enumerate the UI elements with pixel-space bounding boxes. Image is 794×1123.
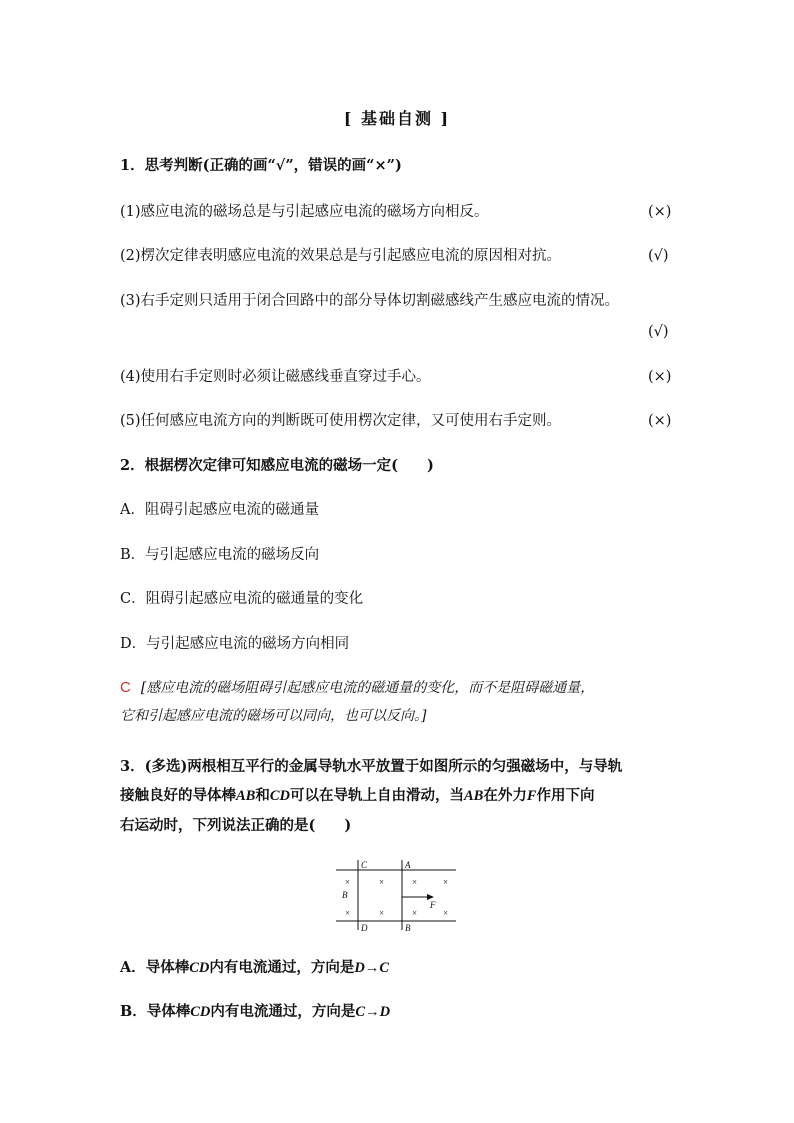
q2-option-a: A．阻碍引起感应电流的磁通量 <box>120 502 319 518</box>
field-cross: × <box>443 908 449 918</box>
field-cross: × <box>412 877 418 887</box>
q1-item-3-mark: (√) <box>648 324 669 340</box>
section-title: [ 基础自测 ] <box>343 109 451 128</box>
q3-text: 和 <box>255 787 270 804</box>
current-direction: C→D <box>355 1004 391 1020</box>
q1-item-4-mark: (×) <box>648 369 672 385</box>
q1-stem: 1．思考判断(正确的画“√”，错误的画“×”) <box>120 157 402 174</box>
q2-option-b: B．与引起感应电流的磁场反向 <box>120 547 320 563</box>
q3-option-text: 内有电流通过，方向是 <box>209 959 355 976</box>
q3-stem <box>120 752 680 840</box>
q1-item-2: (2)楞次定律表明感应电流的效果总是与引起感应电流的原因相对抗。 <box>120 248 562 264</box>
q1-item-5: (5)任何感应电流方向的判断既可使用楞次定律，又可使用右手定则。 <box>120 413 562 429</box>
rod-ab-label: AB <box>464 788 484 804</box>
field-cross: × <box>412 908 418 918</box>
rod-cd-label: CD <box>190 1004 211 1020</box>
q3-stem-line-1: 3．(多选)两根相互平行的金属导轨水平放置于如图所示的匀强磁场中，与导轨 <box>120 758 623 775</box>
q3-text: 可以在导轨上自由滑动，当 <box>290 787 464 804</box>
rod-cd-label: CD <box>269 788 290 804</box>
q3-stem-line-2 <box>120 781 680 811</box>
q2-option-d: D．与引起感应电流的磁场方向相同 <box>120 636 350 652</box>
q2-answer-explanation-1: [感应电流的磁场阻碍引起感应电流的磁通量的变化，而不是阻碍磁通量， <box>140 680 595 696</box>
label-b-left: B <box>342 890 348 900</box>
rod-cd-label: CD <box>189 960 210 976</box>
rails-figure <box>334 858 460 934</box>
field-cross: × <box>379 877 385 887</box>
q3-option-a <box>120 958 389 978</box>
q3-text: 作用下向 <box>536 787 595 804</box>
q2-answer-explanation-2: 它和引起感应电流的磁场可以同向，也可以反向。] <box>120 708 427 724</box>
q2-answer-key: C <box>120 679 131 696</box>
label-d: D <box>361 923 368 933</box>
q3-text: 接触良好的导体棒 <box>120 787 236 804</box>
q3-option-b <box>120 1002 390 1022</box>
q1-item-1-mark: (×) <box>648 204 672 220</box>
label-c: C <box>361 860 368 870</box>
field-cross: × <box>443 877 449 887</box>
q1-item-3: (3)右手定则只适用于闭合回路中的部分导体切割磁感线产生感应电流的情况。 <box>120 293 620 309</box>
field-cross: × <box>345 877 351 887</box>
field-cross: × <box>379 908 385 918</box>
q3-option-text: B．导体棒 <box>120 1003 191 1020</box>
q3-stem-line-3: 右运动时，下列说法正确的是( ) <box>120 817 352 834</box>
label-a: A <box>405 860 411 870</box>
q1-item-4: (4)使用右手定则时必须让磁感线垂直穿过手心。 <box>120 369 431 385</box>
q1-item-1: (1)感应电流的磁场总是与引起感应电流的磁场方向相反。 <box>120 204 489 220</box>
q3-option-text: 内有电流通过，方向是 <box>210 1003 356 1020</box>
field-cross: × <box>345 908 351 918</box>
q2-stem: 2．根据楞次定律可知感应电流的磁场一定( ) <box>120 457 434 474</box>
q1-item-2-mark: (√) <box>648 248 669 264</box>
q3-option-text: A．导体棒 <box>120 959 190 976</box>
label-b-bottom: B <box>405 923 411 933</box>
q1-item-5-mark: (×) <box>648 413 672 429</box>
current-direction: D→C <box>354 960 390 976</box>
force-label: F <box>526 788 537 804</box>
q2-option-c: C．阻碍引起感应电流的磁通量的变化 <box>120 591 364 607</box>
q3-text: 在外力 <box>483 787 527 804</box>
q2-answer <box>120 674 680 730</box>
rod-ab-label: AB <box>236 788 256 804</box>
label-f: F <box>430 900 436 910</box>
